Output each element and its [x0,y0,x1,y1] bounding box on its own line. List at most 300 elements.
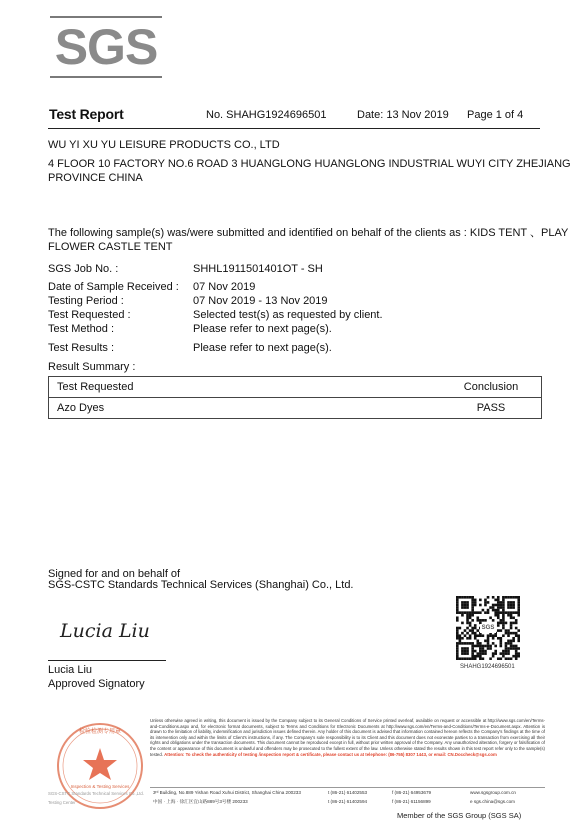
qr-module [482,650,485,653]
qr-module [487,642,490,645]
qr-module [517,655,520,658]
qr-module [489,606,492,609]
qr-module [487,645,490,648]
qr-module [507,629,510,632]
qr-module [507,632,510,635]
qr-module [512,622,515,625]
cell-conclusion: PASS [476,402,506,414]
qr-module [505,632,508,635]
qr-module [466,606,469,609]
qr-module [469,634,472,637]
qr-module [487,647,490,650]
seal-center: Testing Center [48,800,76,805]
qr-module [512,632,515,635]
qr-module [471,655,474,658]
qr-module [500,642,503,645]
website-link[interactable]: www.sgsgroup.com.cn [470,790,516,795]
qr-module [464,606,467,609]
qr-module [466,627,469,630]
qr-module [505,645,508,648]
qr-module [474,657,477,660]
qr-module [456,616,459,619]
qr-module [502,616,505,619]
qr-module [510,601,513,604]
qr-module [459,637,462,640]
qr-module [474,632,477,635]
qr-module [515,645,518,648]
field-value-job-no: SHHL1911501401OT - SH [193,263,323,275]
qr-module [487,601,490,604]
qr-module [512,655,515,658]
qr-module [479,619,482,622]
qr-module [479,599,482,602]
qr-module [466,601,469,604]
qr-module [466,650,469,653]
qr-module [497,629,500,632]
qr-module [500,606,503,609]
qr-module [500,611,503,614]
email-link[interactable]: e sgs.china@sgs.com [470,799,516,804]
qr-module [502,627,505,630]
qr-module [476,629,479,632]
qr-module [510,606,513,609]
qr-module [461,611,464,614]
qr-module [464,604,467,607]
qr-module [492,637,495,640]
qr-module [512,596,515,599]
qr-module [474,599,477,602]
qr-module [476,655,479,658]
qr-module [512,604,515,607]
signatory-title: Approved Signatory [48,678,145,690]
qr-module [497,599,500,602]
qr-module [469,657,472,660]
qr-module [515,650,518,653]
qr-module [456,647,459,650]
qr-module [466,614,469,617]
qr-module [479,652,482,655]
qr-module [505,622,508,625]
qr-module [456,637,459,640]
seal-text-top: 检验检测专用章 [78,729,121,735]
report-date: Date: 13 Nov 2019 [357,109,449,121]
qr-module [464,652,467,655]
qr-module [471,645,474,648]
qr-module [482,619,485,622]
qr-module [512,606,515,609]
qr-module [507,606,510,609]
qr-module [510,627,513,630]
qr-module [466,604,469,607]
qr-module [459,634,462,637]
qr-module [479,657,482,660]
qr-module [507,604,510,607]
qr-module [505,642,508,645]
qr-module [461,614,464,617]
qr-module [456,645,459,648]
qr-module [510,645,513,648]
qr-module [474,634,477,637]
qr-module [497,614,500,617]
qr-module [507,652,510,655]
qr-module [489,634,492,637]
qr-module [476,619,479,622]
qr-module [502,609,505,612]
fax-english: f (86-21) 64953679 [392,790,432,795]
qr-module [459,640,462,643]
qr-module [474,650,477,653]
qr-module [507,611,510,614]
qr-module [517,604,520,607]
qr-module [497,624,500,627]
qr-module [505,647,508,650]
qr-module [484,640,487,643]
qr-module [492,596,495,599]
field-label-test-method: Test Method : [48,323,115,335]
qr-module [474,601,477,604]
qr-module [510,611,513,614]
telephone-english: t (86-21) 61402553 [328,790,368,795]
qr-module [474,655,477,658]
qr-module [502,655,505,658]
qr-module [510,624,513,627]
qr-module [497,604,500,607]
qr-module [494,634,497,637]
qr-module [469,624,472,627]
qr-module [484,645,487,648]
client-address-line2: PROVINCE CHINA [48,172,143,184]
qr-module [510,640,513,643]
qr-module [487,609,490,612]
qr-module [461,647,464,650]
qr-module [505,611,508,614]
qr-module [471,657,474,660]
qr-module [497,622,500,625]
qr-module [507,601,510,604]
qr-module [482,609,485,612]
qr-module [494,604,497,607]
qr-module [459,627,462,630]
qr-module [476,616,479,619]
qr-module [487,634,490,637]
qr-module [517,601,520,604]
qr-module [464,629,467,632]
qr-module [512,616,515,619]
qr-module [494,645,497,648]
qr-module [507,614,510,617]
qr-module [461,606,464,609]
field-label-test-results: Test Results : [48,342,115,354]
qr-module [466,596,469,599]
qr-module [512,647,515,650]
qr-module [469,614,472,617]
qr-module [461,596,464,599]
field-value-date-received: 07 Nov 2019 [193,281,256,293]
qr-module [492,655,495,658]
qr-module [479,650,482,653]
qr-module [505,650,508,653]
qr-module [492,609,495,612]
qr-module [479,611,482,614]
qr-module [507,647,510,650]
qr-module [517,596,520,599]
client-name: WU YI XU YU LEISURE PRODUCTS CO., LTD [48,139,280,151]
qr-module [502,611,505,614]
qr-module [471,632,474,635]
qr-module [497,616,500,619]
qr-module [502,652,505,655]
qr-module [466,611,469,614]
qr-module [515,657,518,660]
qr-module [497,637,500,640]
qr-module [469,629,472,632]
qr-module [492,652,495,655]
qr-module [510,642,513,645]
logo-rule-bottom [50,76,162,78]
qr-module [456,604,459,607]
qr-module [484,599,487,602]
qr-module [515,632,518,635]
field-value-test-results: Please refer to next page(s). [193,342,332,354]
address-chinese: 中国 · 上海 · 徐汇区宜山路889号3号楼 200233 [153,799,248,804]
qr-module [464,634,467,637]
qr-module [515,622,518,625]
qr-module [500,640,503,643]
qr-module [456,611,459,614]
qr-module [464,650,467,653]
qr-module [510,614,513,617]
qr-module [474,604,477,607]
signed-on-behalf: Signed for and on behalf of [48,568,181,580]
qr-module [461,642,464,645]
qr-module [517,629,520,632]
qr-module [515,627,518,630]
qr-module [494,614,497,617]
qr-module [456,650,459,653]
terms-text: Unless otherwise agreed in writing, this document is issued by the Company subject to its General Conditions of Service printed overleaf, available on request or accessible at http://www.sgs.com/en/Terms-and-Conditions.aspx and, for electronic format documents, subject to Terms and Conditions for Electronic Documents at http://www.sgs.com/en/Terms-and-Conditions/Terms-e-Document.aspx. Attention is drawn to the limitation of liability, indemnification and jurisdiction issues defined therein. Any holder of this document is advised that information contained hereon reflects the Company's findings at the time of its intervention only and within the limits of Client's instructions, if any. The Company's sole responsibility is to its Client and this document does not exonerate parties to a transaction from exercising all their rights and obligations under the transaction documents. This document cannot be reproduced except in full, without prior written approval of the Company. Any unauthorized alteration, forgery or falsification of the content or appearance of this document is unlawful and offenders may be prosecuted to the fullest extent of the law. Unless otherwise stated the results shown in this test report refer only to the sample(s) tested. [150,718,545,757]
field-label-test-requested: Test Requested : [48,309,131,321]
qr-module [464,601,467,604]
field-label-testing-period: Testing Period : [48,295,124,307]
qr-module [500,619,503,622]
field-label-date-received: Date of Sample Received : [48,281,179,293]
qr-module [471,642,474,645]
qr-module [459,642,462,645]
qr-module [476,645,479,648]
qr-module [456,652,459,655]
qr-module [500,622,503,625]
qr-module [487,596,490,599]
qr-module [474,624,477,627]
qr-module [500,637,503,640]
qr-module [502,634,505,637]
qr-module [502,622,505,625]
cell-test-name: Azo Dyes [57,402,105,414]
qr-module [484,604,487,607]
logo-text: SGS [54,19,158,75]
telephone-chinese: t (86-21) 61402594 [328,799,368,804]
qr-module [517,647,520,650]
qr-module [512,611,515,614]
official-seal [50,718,150,813]
qr-module [476,640,479,643]
qr-module [456,627,459,630]
qr-module [505,596,508,599]
qr-module [494,611,497,614]
qr-module [494,609,497,612]
qr-module [456,619,459,622]
sgs-logo [50,16,162,78]
qr-module [517,609,520,612]
footer-rule [150,787,545,788]
qr-module [476,634,479,637]
table-header-row [49,377,541,397]
qr-module [484,611,487,614]
qr-module [515,652,518,655]
qr-module [515,611,518,614]
qr-module [510,647,513,650]
qr-module [497,609,500,612]
qr-module [505,657,508,660]
qr-module [484,652,487,655]
qr-module [461,601,464,604]
field-value-testing-period: 07 Nov 2019 - 13 Nov 2019 [193,295,328,307]
qr-module [517,606,520,609]
signature: Lucia Liu [60,620,150,642]
qr-module [517,611,520,614]
qr-module [479,647,482,650]
qr-module [479,645,482,648]
qr-module [466,657,469,660]
qr-module [482,657,485,660]
qr-module [456,634,459,637]
qr-module [497,596,500,599]
qr-module [517,634,520,637]
qr-module [466,652,469,655]
qr-module [471,596,474,599]
qr-module [476,642,479,645]
qr-module [492,604,495,607]
qr-module [474,627,477,630]
report-number: No. SHAHG1924696501 [206,109,327,121]
qr-module [471,599,474,602]
qr-module [461,622,464,625]
qr-module [510,604,513,607]
qr-module [492,642,495,645]
qr-module [471,652,474,655]
qr-module [482,647,485,650]
qr-module [502,601,505,604]
qr-module [459,611,462,614]
qr-module [461,637,464,640]
qr-module [515,647,518,650]
qr-module [471,611,474,614]
qr-module [517,637,520,640]
signature-line [48,660,166,661]
qr-module [471,619,474,622]
signatory-name: Lucia Liu [48,664,93,676]
qr-module [474,637,477,640]
qr-module [502,599,505,602]
qr-code[interactable] [456,596,520,660]
sample-description-line2: FLOWER CASTLE TENT [48,241,173,253]
qr-module [484,601,487,604]
result-summary-table [48,376,542,419]
qr-module [456,655,459,658]
qr-module [507,596,510,599]
qr-module [497,606,500,609]
qr-module [500,629,503,632]
qr-module [502,624,505,627]
qr-module [482,652,485,655]
qr-module [461,652,464,655]
qr-module [466,622,469,625]
qr-module [500,601,503,604]
qr-module [461,650,464,653]
qr-module [469,616,472,619]
qr-caption: SHAHG1924696501 [460,664,515,670]
qr-module [484,650,487,653]
field-label-job-no: SGS Job No. : [48,263,119,275]
qr-center-logo: SGS [481,625,495,631]
client-address-line1: 4 FLOOR 10 FACTORY NO.6 ROAD 3 HUANGLONG HUANGLONG INDUSTRIAL WUYI CITY ZHEJIANG [48,158,571,170]
qr-module [474,611,477,614]
qr-module [507,657,510,660]
qr-module [466,616,469,619]
field-value-test-method: Please refer to next page(s). [193,323,332,335]
qr-module [464,611,467,614]
qr-module [500,645,503,648]
seal-text-bottom: Inspection & Testing Services [70,784,130,789]
qr-module [489,657,492,660]
qr-module [500,657,503,660]
qr-module [515,634,518,637]
qr-module [512,601,515,604]
qr-module [510,632,513,635]
qr-module [476,652,479,655]
header-rule [48,128,540,129]
attention-text: Attention: To check the authenticity of testing /inspection report & certificate, please contact us at telephone: (86-755) 8307 1443, or email: CN.Doccheck@sgs.com [164,751,497,757]
qr-module [459,596,462,599]
qr-module [466,637,469,640]
qr-module [500,604,503,607]
qr-module [471,601,474,604]
qr-module [456,606,459,609]
page-number: Page 1 of 4 [467,109,524,121]
qr-module [492,619,495,622]
qr-module [502,596,505,599]
qr-module [482,645,485,648]
table-row [49,397,541,418]
qr-module [471,609,474,612]
qr-module [492,606,495,609]
qr-module [510,616,513,619]
qr-module [517,640,520,643]
company-name: SGS-CSTC Standards Technical Services (Shanghai) Co., Ltd. [48,579,354,591]
qr-module [489,647,492,650]
qr-module [456,642,459,645]
qr-module [466,619,469,622]
qr-module [512,637,515,640]
qr-module [474,645,477,648]
qr-module [479,634,482,637]
column-header-conclusion: Conclusion [463,381,519,393]
qr-module [471,629,474,632]
qr-module [487,640,490,643]
field-value-test-requested: Selected test(s) as requested by client. [193,309,383,321]
seal-company: SGS-CSTC Standards Technical Services Co.,Ltd. [48,791,144,796]
qr-module [502,619,505,622]
